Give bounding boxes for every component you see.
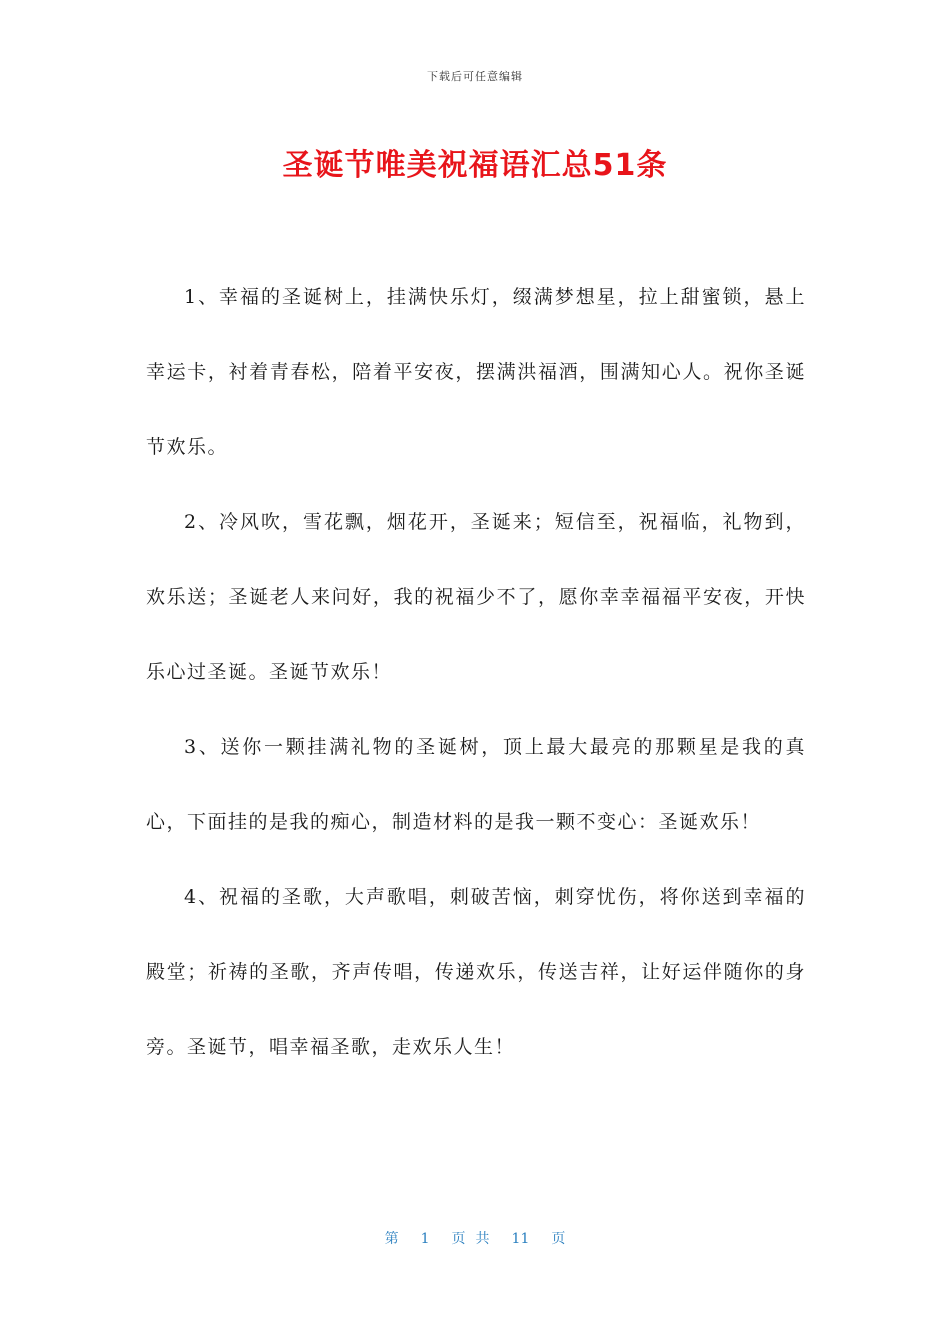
footer-page-number: 1 [420, 1231, 430, 1247]
footer-page-label: 第 [384, 1231, 399, 1247]
footer-page-unit: 页 [451, 1231, 466, 1247]
paragraph-2: 2、冷风吹，雪花飘，烟花开，圣诞来；短信至，祝福临，礼物到，欢乐送；圣诞老人来问好，我的祝福少不了，愿你幸幸福福平安夜，开快乐心过圣诞。圣诞节欢乐！ [146, 511, 806, 683]
paragraph-1: 1、幸福的圣诞树上，挂满快乐灯，缀满梦想星，拉上甜蜜锁，悬上幸运卡，衬着青春松，陪着平安夜，摆满洪福酒，围满知心人。祝你圣诞节欢乐。 [146, 286, 806, 458]
paragraph-4: 4、祝福的圣歌，大声歌唱，刺破苦恼，刺穿忧伤，将你送到幸福的殿堂；祈祷的圣歌，齐声传唱，传递欢乐，传送吉祥，让好运伴随你的身旁。圣诞节，唱幸福圣歌，走欢乐人生！ [146, 886, 806, 1058]
paragraph-3: 3、送你一颗挂满礼物的圣诞树，顶上最大最亮的那颗星是我的真心，下面挂的是我的痴心，制造材料的是我一颗不变心：圣诞欢乐！ [146, 736, 806, 833]
footer-total-unit: 页 [551, 1231, 566, 1247]
footer-total-label: 共 [475, 1231, 490, 1247]
page-footer [0, 1228, 950, 1248]
footer-total-pages: 11 [511, 1231, 530, 1247]
document-body [146, 260, 806, 1085]
header-note: 下载后可任意编辑 [427, 70, 523, 83]
page-title: 圣诞节唯美祝福语汇总51条 [282, 148, 668, 183]
